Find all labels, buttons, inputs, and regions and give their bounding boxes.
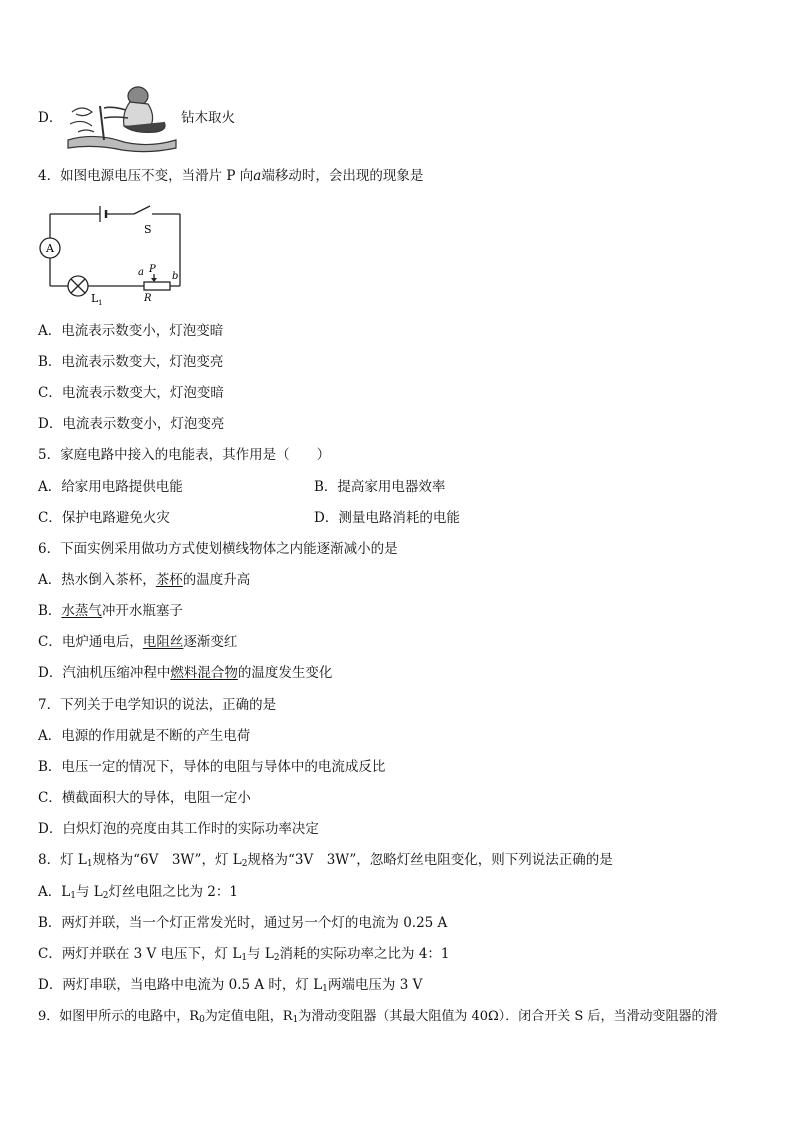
circuit-diagram: [36, 202, 186, 306]
q8-c-part: 消耗的实际功率之比为 4：1: [279, 946, 450, 962]
q7-stem: 7．下列关于电学知识的说法，正确的是: [38, 697, 277, 713]
q8-stem-sub: 1: [86, 859, 93, 869]
lamp-label-sub: 1: [98, 299, 103, 306]
q8-c-part: 与 L: [247, 946, 274, 962]
q4-stem-start: 4．如图电源电压不变，当滑片 P 向: [38, 168, 254, 184]
q8-stem-sub: 2: [241, 859, 248, 869]
q9-sub: 1: [292, 1015, 299, 1025]
lamp-label: L: [91, 292, 99, 305]
q6-b-underlined: 水蒸气: [61, 603, 102, 619]
q8-option-b: B．两灯并联，当一个灯正常发光时，通过另一个灯的电流为 0.25 A: [38, 915, 448, 931]
q6-b-post: 冲开水瓶塞子: [101, 603, 183, 619]
q7-option-d: D．白炽灯泡的亮度由其工作时的实际功率决定: [38, 821, 319, 837]
q5-option-c: C．保护电路避免火灾: [38, 510, 170, 526]
q6-a-underlined: 茶杯: [155, 572, 183, 588]
rheostat-body: [144, 282, 170, 290]
q5-stem: 5．家庭电路中接入的电能表，其作用是（ ）: [38, 447, 331, 463]
q6-c-post: 逐渐变红: [183, 634, 238, 650]
q6-option-a: [38, 571, 250, 589]
q8-d-part: 两端电压为 3 V: [327, 977, 423, 993]
q6-d-underlined: 燃料混合物: [170, 665, 238, 681]
q6-c-pre: C．电炉通电后，: [38, 634, 143, 650]
q8-stem-part: 规格为“3V 3W”，忽略灯丝电阻变化，则下列说法正确的是: [247, 852, 613, 868]
q8-stem: [38, 851, 613, 873]
q6-d-pre: D．汽油机压缩冲程中: [38, 665, 171, 681]
q8-option-a: [38, 883, 238, 905]
q4-stem-end: 端移动时，会出现的现象是: [261, 168, 424, 184]
q8-d-sub: 1: [322, 984, 328, 994]
q7-option-b: B．电压一定的情况下，导体的电阻与导体中的电流成反比: [38, 759, 386, 775]
person-drilling-wood-illustration: [64, 82, 179, 154]
q8-stem-part: 8．灯 L: [38, 852, 87, 868]
resistor-label: R: [144, 293, 152, 304]
q6-a-post: 的温度升高: [182, 572, 251, 588]
q4-option-b: B．电流表示数变大，灯泡变亮: [38, 354, 224, 370]
q8-stem-part: 规格为“6V 3W”，灯 L: [92, 852, 242, 868]
q8-a-part: 灯丝电阻之比为 2：1: [108, 884, 238, 900]
q8-a-sub: 2: [102, 891, 109, 901]
q9-part: 9．如图甲所示的电路中，R: [38, 1009, 200, 1024]
q9-part: 为定值电阻，R: [204, 1009, 293, 1024]
q8-d-part: D．两灯串联，当电路中电流为 0.5 A 时，灯 L: [38, 977, 323, 993]
q6-c-underlined: 电阻丝: [142, 634, 184, 650]
q4-stem: [38, 167, 423, 185]
q8-c-sub: 2: [273, 953, 280, 963]
switch-label: S: [144, 223, 152, 236]
q6-b-pre: B．: [38, 603, 62, 619]
end-b-label: b: [172, 271, 179, 282]
q6-d-post: 的温度发生变化: [237, 665, 333, 681]
q6-stem: 6．下面实例采用做功方式使划横线物体之内能逐渐减小的是: [38, 541, 398, 557]
q8-a-part: A．L: [38, 884, 71, 900]
q8-a-part: 与 L: [75, 884, 103, 900]
q5-option-d: D．测量电路消耗的电能: [314, 510, 460, 526]
q7-option-c: C．横截面积大的导体，电阻一定小: [38, 790, 251, 806]
q4-stem-italic: a: [253, 168, 262, 184]
switch-blade: [134, 206, 150, 214]
q3-option-d-label: 钻木取火: [181, 110, 235, 126]
q6-option-b: [38, 602, 183, 620]
q6-a-pre: A．热水倒入茶杯，: [38, 572, 156, 588]
q5-option-b: B．提高家用电器效率: [314, 479, 446, 495]
q4-option-d: D．电流表示数变小，灯泡变亮: [38, 416, 225, 432]
q5-option-a: A．给家用电路提供电能: [38, 479, 183, 495]
q8-option-d: [38, 976, 422, 998]
q4-option-c: C．电流表示数变大，灯泡变暗: [38, 385, 224, 401]
end-a-label: a: [138, 267, 144, 278]
q8-option-c: [38, 945, 450, 967]
q3-option-d-letter: D．: [38, 110, 63, 126]
ammeter-label: A: [46, 242, 54, 255]
q9-stem: [38, 1008, 717, 1029]
q8-c-sub: 1: [241, 953, 248, 963]
q6-option-d: [38, 664, 332, 682]
q8-a-sub: 1: [70, 891, 76, 901]
q6-option-c: [38, 633, 237, 651]
slider-label: P: [149, 264, 156, 275]
q4-option-a: A．电流表示数变小，灯泡变暗: [38, 323, 224, 339]
q9-part: 为滑动变阻器（其最大阻值为 40Ω）．闭合开关 S 后，当滑动变阻器的滑: [298, 1009, 718, 1024]
q9-sub: 0: [199, 1015, 205, 1025]
q8-c-part: C．两灯并联在 3 V 电压下，灯 L: [38, 946, 242, 962]
q7-option-a: A．电源的作用就是不断的产生电荷: [38, 728, 251, 744]
